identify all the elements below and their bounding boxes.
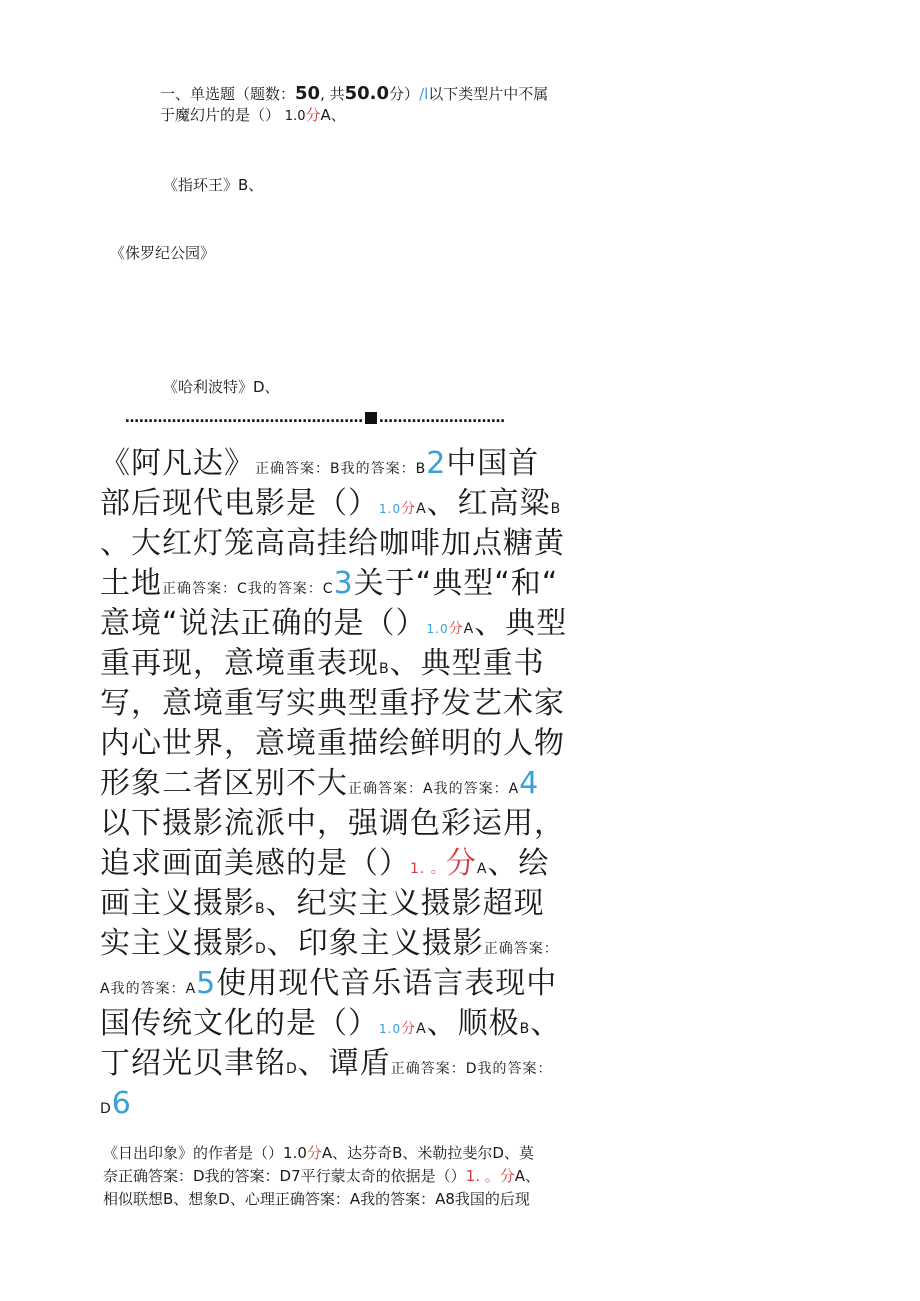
movie-title: 《阿凡达》 [100, 446, 255, 481]
big-line-13 [100, 924, 559, 969]
total-score: 50.0 [344, 83, 390, 104]
points: 1. 。 [410, 861, 446, 877]
question-text: 《日出印象》的作者是（）1.0 [103, 1144, 307, 1162]
option-letter: D [255, 941, 267, 957]
q1-option-b: 《侏罗纪公园》 [110, 244, 216, 262]
big-line-12 [100, 884, 545, 929]
question-number: 4 [519, 766, 540, 801]
option-text: 、典型重书 [389, 646, 545, 681]
question-text: 国传统文化的是（） [100, 1006, 379, 1041]
q1-option-a: 《指环王》B、 [163, 176, 264, 194]
q1-option-c: 《哈利波特》D、 [163, 378, 280, 396]
big-line-16 [100, 1044, 553, 1089]
fen-label: 分 [306, 1144, 322, 1162]
big-line-17 [100, 1084, 132, 1129]
question-text: 中国首 [446, 446, 540, 481]
option-text: 画主义摄影 [100, 886, 255, 921]
big-line-9 [100, 764, 539, 809]
dots-left: …………………………………………… [125, 410, 363, 426]
big-line-7: 写，意境重写实典型重抒发艺术家 [100, 686, 565, 721]
q1-option-a-label: A、 [320, 106, 346, 124]
option-letter: B [379, 661, 390, 677]
option-letter: A [416, 1021, 427, 1037]
answer-text: 奈正确答案：D我的答案：D7平行蒙太奇的依据是（） [103, 1167, 466, 1185]
q1-text-a: 以下类型片中不属 [428, 85, 549, 103]
question-number: 3 [333, 566, 354, 601]
option-text: 形象二者区别不大 [100, 766, 348, 801]
answer-label: 正确答案：A我的答案：A [348, 781, 520, 797]
option-text: 实主义摄影 [100, 926, 255, 961]
dotted-separator [125, 410, 505, 426]
option-letter: A、 [514, 1167, 541, 1185]
bottom-line-2 [103, 1164, 540, 1188]
option-letter: A [416, 501, 427, 517]
header-end: 分） [389, 85, 420, 103]
answer-label: A我的答案：A [100, 981, 197, 997]
option-text: 土地 [100, 566, 162, 601]
big-line-6 [100, 644, 545, 689]
option-text: A、达芬奇B、米勒拉斐尔D、莫 [321, 1144, 534, 1162]
q1-points: 1.0 [284, 109, 306, 124]
fen-label: 分 [448, 621, 464, 637]
option-text: 、印象主义摄影 [266, 926, 484, 961]
option-text: 、纪实主义摄影超现 [265, 886, 545, 921]
question-number: 2 [426, 446, 447, 481]
answer-label: 正确答案：C我的答案：C [162, 581, 334, 597]
section-header [160, 83, 548, 105]
fen-label: 分 [401, 1021, 417, 1037]
option-letter: B [255, 901, 266, 917]
option-text: 、红高粱 [426, 486, 551, 521]
answer-label: 正确答案：B我的答案：B [255, 461, 427, 477]
option-text: 、顺极 [426, 1006, 520, 1041]
question-text: 部后现代电影是（） [100, 486, 379, 521]
big-line-5 [100, 604, 567, 649]
fen-label: 分 [499, 1167, 515, 1185]
big-line-3: 、大红灯笼高高挂给咖啡加点糖黄 [100, 526, 565, 561]
question-text: 追求画面美感的是（） [100, 846, 410, 881]
bottom-line-3: 相似联想B、想象D、心理正确答案：A我的答案：A8我国的后现 [103, 1190, 530, 1208]
option-letter: B [550, 501, 562, 517]
points: 1. 。 [465, 1167, 500, 1185]
big-line-14 [100, 964, 557, 1009]
fen-label: 分 [401, 501, 417, 517]
answer-label: 正确答案： [483, 941, 559, 957]
points: 1.0 [379, 1022, 402, 1036]
big-line-15 [100, 1004, 561, 1049]
question-number: 5 [196, 966, 217, 1001]
bottom-line-1 [103, 1141, 534, 1165]
section-title: 一、单选题（题数： [160, 85, 296, 103]
option-letter: A [476, 861, 488, 877]
option-letter: D [286, 1061, 298, 1077]
option-text: 、 [530, 1006, 562, 1041]
q1-text-b: 于魔幻片的是（） [160, 106, 281, 124]
header-mid: , 共 [320, 85, 345, 103]
big-line-2 [100, 484, 561, 529]
q1-line2 [160, 104, 346, 128]
option-text: 重再现，意境重表现 [100, 646, 379, 681]
big-line-10: 以下摄影流派中，强调色彩运用， [100, 806, 565, 841]
fen-label: 分 [445, 846, 477, 881]
q1-marker: /l [419, 85, 429, 103]
option-text: 、谭盾 [297, 1046, 391, 1081]
points: 1.0 [426, 622, 449, 636]
option-text: 、典型 [474, 606, 568, 641]
question-number: 6 [111, 1086, 132, 1121]
answer-label: D [100, 1101, 112, 1117]
option-text: 丁绍光贝聿铭 [100, 1046, 286, 1081]
dots-right: ……………………… [379, 410, 505, 426]
question-text: 意境“说法正确的是（） [100, 606, 427, 641]
points: 1.0 [379, 502, 402, 516]
q1-fen: 分 [305, 106, 321, 124]
big-line-8: 内心世界，意境重描绘鲜明的人物 [100, 726, 565, 761]
big-line-1 [100, 444, 539, 489]
square-marker-icon [365, 412, 377, 424]
big-line-11 [100, 844, 549, 889]
big-line-4 [100, 564, 558, 609]
question-text: 关于“典型“和“ [353, 566, 559, 601]
option-letter: A [463, 621, 475, 637]
question-text: 使用现代音乐语言表现中 [216, 966, 558, 1001]
question-count: 50 [295, 83, 321, 104]
option-letter: B [519, 1021, 531, 1037]
option-text: 、绘 [487, 846, 550, 881]
answer-label: 正确答案：D我的答案： [390, 1061, 553, 1077]
